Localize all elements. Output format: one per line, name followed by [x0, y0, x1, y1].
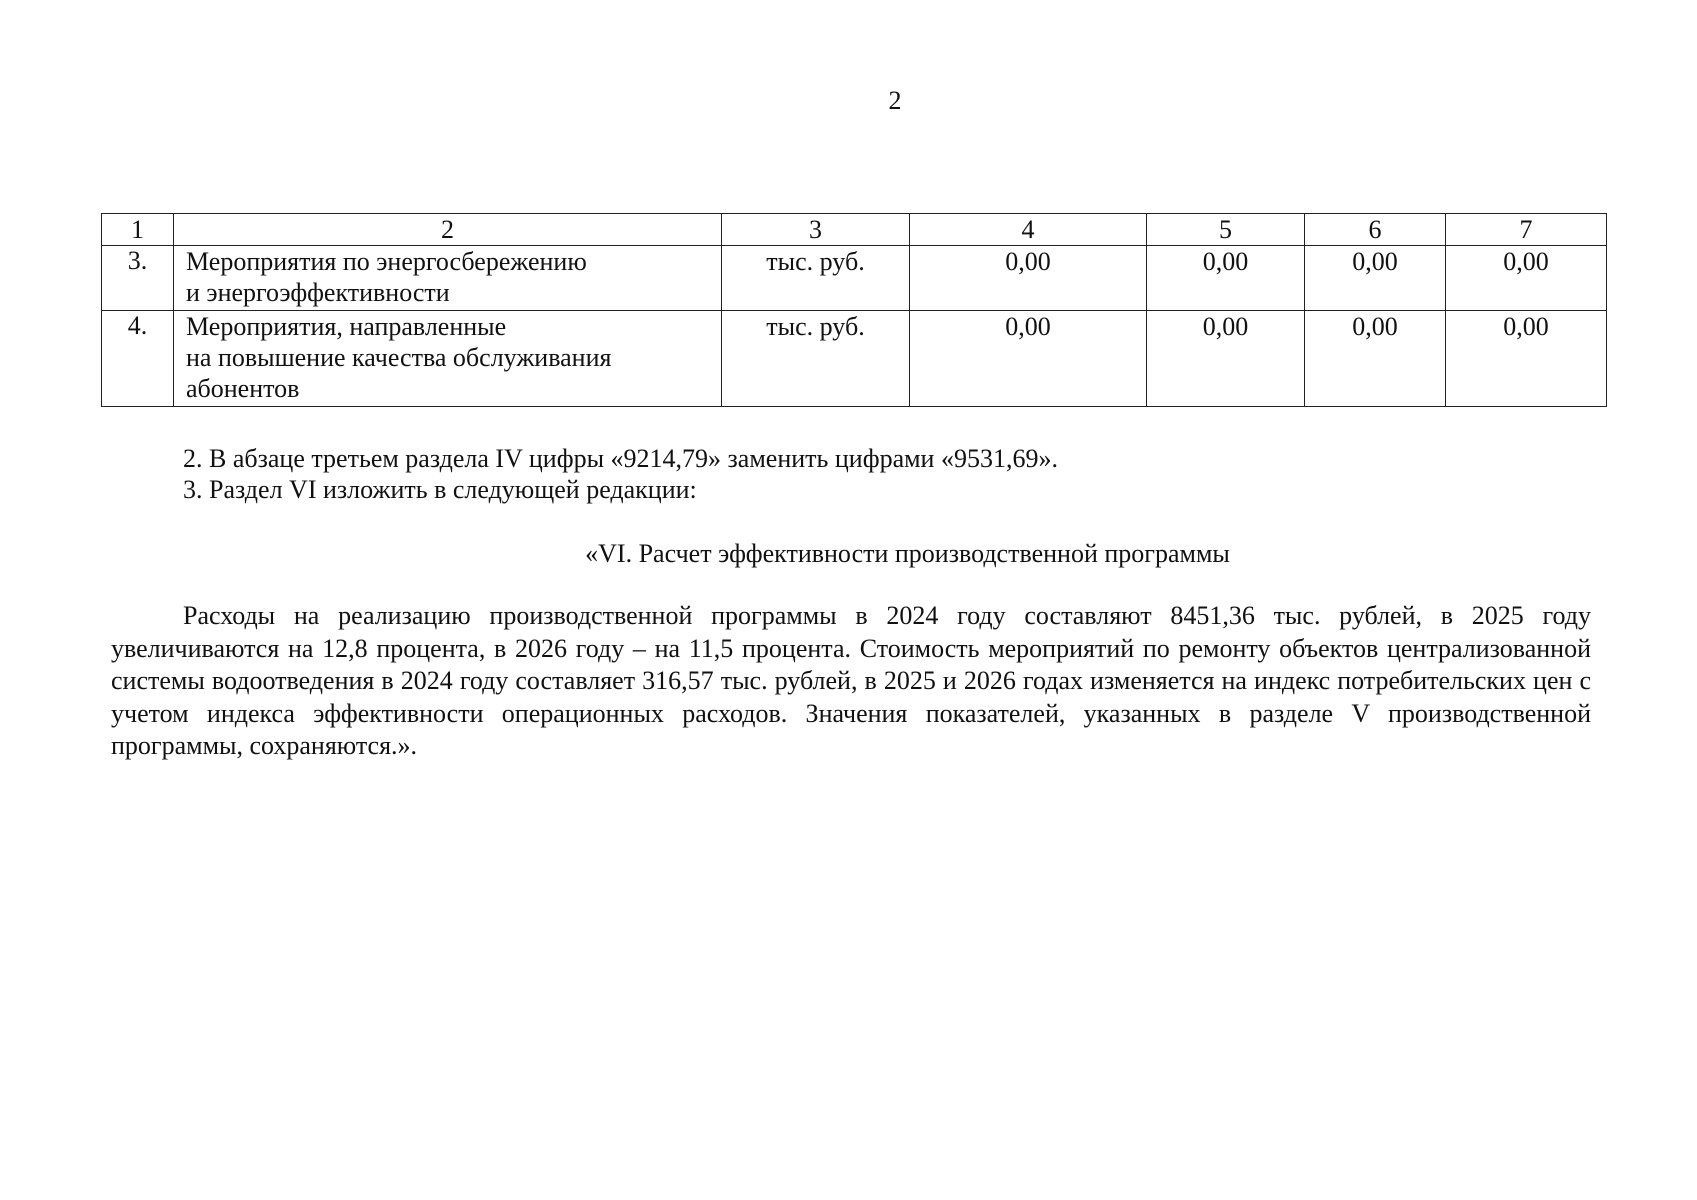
- row-value: 0,00: [1147, 246, 1305, 311]
- header-cell: 2: [174, 214, 722, 246]
- row-value: 0,00: [1147, 311, 1305, 407]
- row-value: 0,00: [1446, 246, 1607, 311]
- row-name-line: абонентов: [186, 374, 300, 403]
- row-unit: тыс. руб.: [722, 311, 910, 407]
- table-header-row: [102, 214, 1607, 246]
- header-cell: 7: [1446, 214, 1607, 246]
- paragraph-item-2: 2. В абзаце третьем раздела IV цифры «9214,79» заменить цифрами «9531,69».: [183, 444, 1058, 473]
- header-cell: 6: [1305, 214, 1446, 246]
- row-name-line: и энергоэффективности: [186, 278, 450, 307]
- row-value: 0,00: [910, 311, 1147, 407]
- header-cell: 1: [102, 214, 174, 246]
- row-value: 0,00: [1305, 246, 1446, 311]
- paragraph-item-3: 3. Раздел VI изложить в следующей редакции:: [183, 475, 697, 504]
- row-name-line: Мероприятия, направленные: [186, 312, 507, 341]
- table-row: [102, 246, 1607, 311]
- row-number: 3.: [102, 246, 174, 311]
- header-cell: 5: [1147, 214, 1305, 246]
- row-name-line: на повышение качества обслуживания: [186, 343, 612, 372]
- row-value: 0,00: [1446, 311, 1607, 407]
- row-value: 0,00: [1305, 311, 1446, 407]
- header-cell: 4: [910, 214, 1147, 246]
- section-title: «VI. Расчет эффективности производственной программы: [585, 539, 1230, 568]
- page-number: 2: [888, 86, 902, 115]
- row-name-line: Мероприятия по энергосбережению: [186, 247, 587, 276]
- section-body: Расходы на реализацию производственной программы в 2024 году составляют 8451,36 тыс. рублей, в 2025 году увеличиваются на 12,8 процента, в 2026 году – на 11,5 процента. Стоимость мероприятий по ремонту объектов централизованной системы водоотведения в 2024 году составляет 316,57 тыс. рублей, в 2025 и 2026 годах изменяется на индекс потребительских цен с учетом индекса эффективности операционных расходов. Значения показателей, указанных в разделе V производственной программы, сохраняются.».: [111, 601, 1591, 760]
- header-cell: 3: [722, 214, 910, 246]
- expenses-table: [101, 213, 1607, 407]
- row-value: 0,00: [910, 246, 1147, 311]
- row-unit: тыс. руб.: [722, 246, 910, 311]
- row-number: 4.: [102, 311, 174, 407]
- row-name: [174, 311, 722, 407]
- table-row: [102, 311, 1607, 407]
- row-name: [174, 246, 722, 311]
